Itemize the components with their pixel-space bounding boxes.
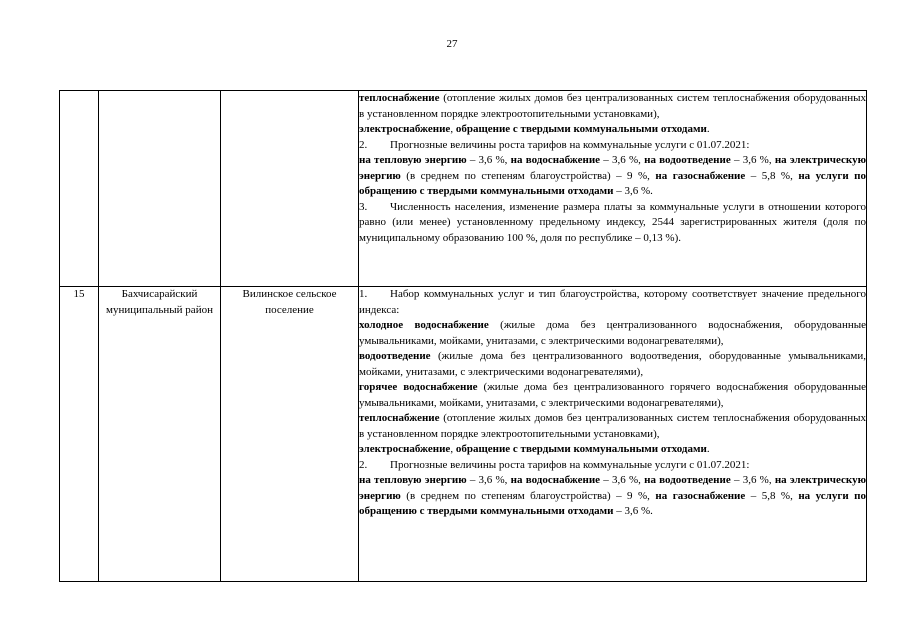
paragraph [359,318,866,349]
paragraph [359,458,866,474]
paragraph-number: 2. [359,138,368,151]
text: – 3,6 %, [466,474,511,486]
paragraph-number: 1. [359,288,368,300]
district-name: Бахчисарайский муниципальный район [106,288,213,316]
row-number-cell [60,287,99,582]
bold-text: на водоотведение [644,154,731,166]
text: , [450,123,456,135]
bold-text: на тепловую энергию [359,474,467,486]
bold-text: на электрическую энергию [359,474,867,502]
text: (отопление жилых домов без централизованных систем теплоснабжения оборудованных в установленном порядке электроотопительными установками), [359,92,866,120]
paragraph-number: 2. [359,458,368,471]
text: Набор коммунальных услуг и тип благоустройства, которому соответствует значение предельного индекса: [359,288,866,316]
bold-text: электроснабжение [359,443,451,455]
text: (в среднем по степеням благоустройства) – 9 %, [400,489,656,502]
description-text [359,91,866,246]
page-number: 27 [446,38,458,50]
bold-text: на водоснабжение [510,154,601,166]
settlement-name: Вилинское сельское поселение [242,288,337,316]
table-row [60,287,867,582]
text: – 5,8 %, [745,489,799,502]
text: (жилые дома без централизованного водоснабжения, оборудованные умывальниками, мойками, унитазами, с электрическими водонагревателями), [359,319,866,347]
paragraph [359,411,866,442]
description-cell [359,287,867,582]
paragraph [359,138,866,154]
bold-text: холодное водоснабжение [359,319,489,331]
text: – 3,6 %, [730,154,775,166]
paragraph [359,122,866,138]
bold-text: теплоснабжение [359,412,440,424]
settlement-cell [221,287,359,582]
text: (жилые дома без централизованного горячего водоснабжения оборудованные умывальниками, мойками, унитазами, с электрическими водонагревателями), [359,381,866,409]
paragraph-number: 3. [359,200,368,213]
text: Прогнозные величины роста тарифов на коммунальные услуги с 01.07.2021: [390,458,750,471]
text: – 3,6 %. [613,505,653,517]
paragraph [359,473,866,520]
bold-text: на водоотведение [644,474,731,486]
bold-text: на водоснабжение [510,474,601,486]
text: – 5,8 %, [745,169,799,182]
bold-text: обращение с твердыми коммунальными отходами [455,443,707,455]
text: (жилые дома без централизованного водоотведения, оборудованные умывальниками, мойками, унитазами, с электрическими водонагревателями), [359,350,866,378]
row-number-cell [60,91,99,287]
table-row-continuation [60,91,867,287]
bold-text: обращение с твердыми коммунальными отходами [455,123,707,135]
text: Прогнозные величины роста тарифов на коммунальные услуги с 01.07.2021: [390,138,750,151]
district-cell [99,287,221,582]
text: – 3,6 %, [600,474,645,486]
bold-text: теплоснабжение [359,92,440,104]
paragraph [359,442,866,458]
text: (отопление жилых домов без централизованных систем теплоснабжения оборудованных в установленном порядке электроотопительными установками), [359,412,866,440]
paragraph [359,153,866,200]
text: . [706,443,710,455]
bold-text: на газоснабжение [655,169,746,182]
description-cell [359,91,867,287]
text: , [450,443,456,455]
bold-text: электроснабжение [359,123,451,135]
paragraph [359,91,866,122]
text: – 3,6 %, [600,154,645,166]
text: – 3,6 %, [730,474,775,486]
row-number: 15 [73,288,85,300]
settlement-cell [221,91,359,287]
description-text [359,287,866,520]
bold-text: на услуги по обращению с твердыми коммунальными отходами [359,169,866,197]
text: – 3,6 %, [466,154,511,166]
bold-text: водоотведение [359,350,431,362]
district-cell [99,91,221,287]
text: Численность населения, изменение размера платы за коммунальные услуги в отношении которого равно (или менее) установленному предельному индексу, 2544 зарегистрированных жителя (доля по муниципальному образованию 100 %, доля по республике – 0,13 %). [359,200,866,244]
text: (в среднем по степеням благоустройства) – 9 %, [400,169,656,182]
paragraph [359,287,866,318]
paragraph [359,349,866,380]
bold-text: горячее водоснабжение [359,381,478,393]
text: – 3,6 %. [613,185,653,197]
tariff-table [59,90,867,582]
paragraph [359,200,866,247]
bold-text: на тепловую энергию [359,154,467,166]
bold-text: на услуги по обращению с твердыми коммунальными отходами [359,489,866,517]
bold-text: на газоснабжение [655,489,746,502]
paragraph [359,380,866,411]
bold-text: на электрическую энергию [359,154,867,182]
text: . [706,123,710,135]
